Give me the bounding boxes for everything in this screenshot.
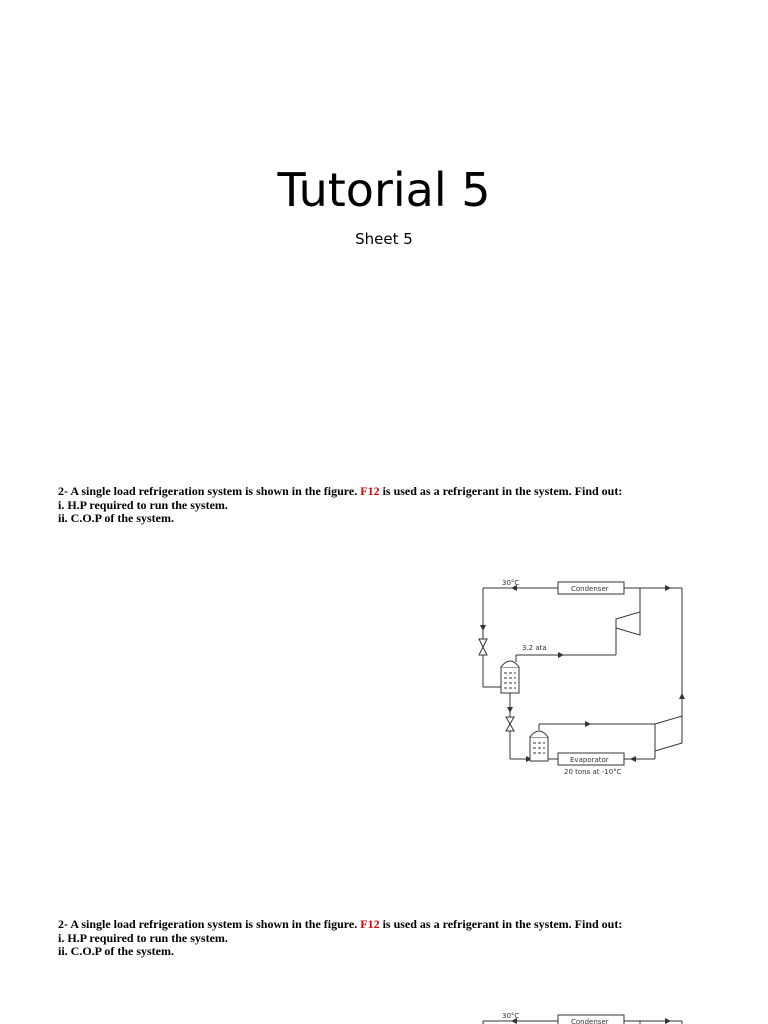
flow-arrow	[480, 625, 486, 631]
condenser-temperature-label: 30°C	[502, 579, 520, 587]
flow-arrow	[679, 693, 685, 699]
refrigerant-name: F12	[360, 484, 380, 498]
problem-intro-after: is used as a refrigerant in the system. Find out:	[382, 917, 623, 931]
flow-arrow	[665, 585, 671, 591]
flow-arrow	[507, 707, 513, 713]
intercooler-cap	[530, 731, 548, 737]
page-subtitle: Sheet 5	[355, 230, 413, 248]
refrigeration-system-diagram-1	[470, 575, 700, 780]
problem-statement-2	[58, 918, 698, 959]
expansion-valve-2	[506, 717, 514, 731]
expansion-valve-1	[479, 639, 487, 655]
problem-intro-line	[58, 918, 698, 932]
problem-statement-1	[58, 485, 698, 526]
refrigeration-system-diagram-2	[470, 1008, 700, 1024]
problem-intro-before: 2- A single load refrigeration system is shown in the figure.	[58, 484, 358, 498]
flow-arrow	[558, 652, 564, 658]
problem-intro-after: is used as a refrigerant in the system. Find out:	[382, 484, 623, 498]
low-stage-compressor	[655, 716, 682, 751]
condenser-label: Condenser	[571, 1018, 609, 1024]
evaporator-label: Evaporator	[570, 756, 609, 764]
problem-item-1: i. H.P required to run the system.	[58, 930, 228, 945]
flow-arrow	[585, 721, 591, 727]
problem-intro-line	[58, 485, 698, 499]
refrigerant-name: F12	[360, 917, 380, 931]
flow-arrow	[665, 1018, 671, 1024]
problem-item-1: i. H.P required to run the system.	[58, 497, 228, 512]
flow-arrow	[630, 756, 636, 762]
problem-item-2: ii. C.O.P of the system.	[58, 944, 174, 958]
problem-item-2: ii. C.O.P of the system.	[58, 511, 174, 525]
intercooler-tank	[530, 737, 548, 761]
refrigeration-load-label: 20 tons at -10°C	[564, 768, 622, 776]
page-title: Tutorial 5	[277, 163, 491, 217]
condenser-temperature-label: 30°C	[502, 1012, 520, 1020]
flash-tank	[501, 667, 519, 693]
high-stage-compressor	[616, 612, 640, 635]
intermediate-pressure-label: 3.2 ata	[522, 644, 547, 652]
condenser-label: Condenser	[571, 585, 609, 593]
problem-intro-before: 2- A single load refrigeration system is shown in the figure.	[58, 917, 358, 931]
